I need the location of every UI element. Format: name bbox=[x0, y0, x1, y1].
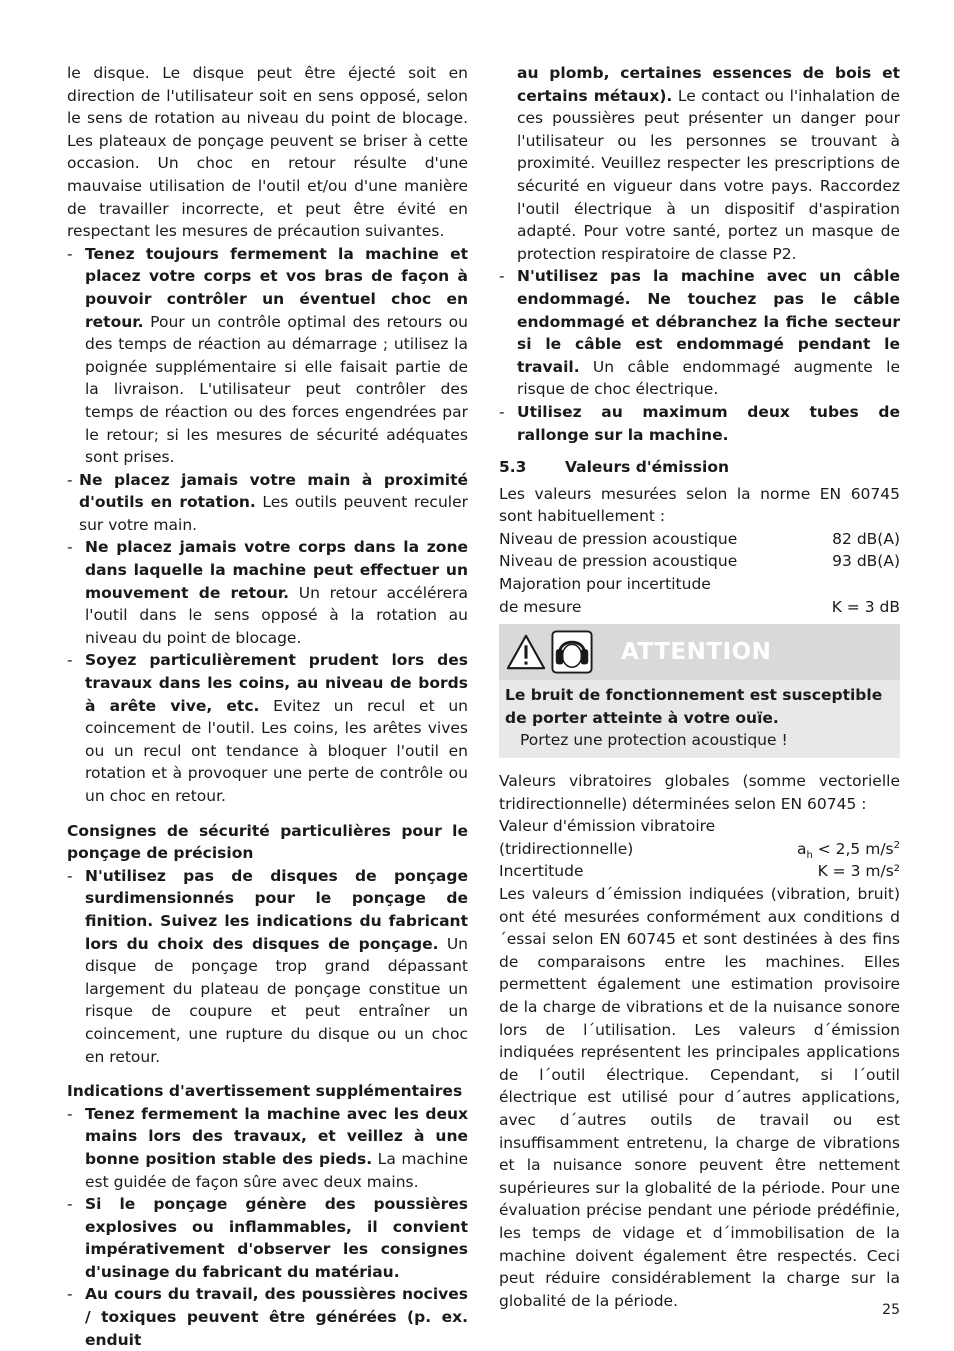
list-item: - Tenez fermement la machine avec les deux mains lors des travaux, et veillez à une bonne position stable des pieds. La machine est guidée de façon sûre avec deux mains. bbox=[67, 1104, 468, 1191]
noise-row: Niveau de pression acoustique 93 dB(A) bbox=[499, 552, 900, 571]
list-item-continuation: au plomb, certaines essences de bois et certains métaux). Le contact ou l'inhalation de ces poussières peut présenter un danger pour l'utilisateur ou les personnes se trouvant à proximité. Veuillez respecter les prescriptions de sécurité en vigueur dans votre pays. Raccordez l'outil électrique à un dispositif d'aspiration adapté. Pour votre santé, portez un masque de protection respiratoire de classe P2. bbox=[517, 64, 900, 263]
warning-instruction: Portez une protection acoustique ! bbox=[520, 731, 788, 750]
list-item: - Ne placez jamais votre corps dans la zone dans laquelle la machine peut effectuer un mouvement de retour. Un retour accélérera l'outil dans le sens opposé à la rotation au niveau du point de blocage. bbox=[67, 538, 468, 647]
vibration-value: $a_h < 2,5$ $m/s^2$ bbox=[796, 839, 900, 861]
section-title: Valeurs d'émission bbox=[565, 458, 729, 477]
uncertainty-label: Majoration pour incertitude bbox=[499, 575, 711, 594]
section-heading bbox=[499, 456, 900, 479]
vibration-intro: Valeurs vibratoires globales (somme vectorielle tridirectionnelle) déterminées selon EN 60745 : bbox=[499, 772, 900, 813]
warning-title: ATTENTION bbox=[621, 638, 772, 665]
right-column bbox=[499, 62, 900, 1312]
noise-row: Niveau de pression acoustique 82 dB(A) bbox=[499, 529, 900, 548]
list-item: - N'utilisez pas la machine avec un câble endommagé. Ne touchez pas le câble endommagé et débranchez la fiche secteur si le câble est endommagé pendant le travail. Un câble endommagé augmente le risque de choc électrique. bbox=[499, 267, 900, 399]
uncertainty-row: de mesure K = 3 dB bbox=[499, 597, 900, 616]
warning-box bbox=[499, 624, 900, 758]
subheading-additional-warnings: Indications d'avertissement supplémentaires bbox=[67, 1082, 463, 1101]
warning-header bbox=[499, 624, 900, 680]
list-item: - Au cours du travail, des poussières nocives / toxiques peuvent être générées (p. ex. enduit bbox=[67, 1285, 468, 1349]
list-item: - Ne placez jamais votre main à proximité d'outils en rotation. Les outils peuvent reculer sur votre main. bbox=[67, 470, 468, 534]
closing-paragraph: Les valeurs d´émission indiquées (vibration, bruit) ont été mesurées conformément aux conditions d´essai selon EN 60745 et sont destinées à des fins de comparaisons entre les machines. Elles permettent également une estimation provisoire de la charge de vibrations et de la nuisance sonore lors de l´utilisation. Les valeurs d´émission indiquées représentent les principales applications de l´outil électrique. Cependant, si l´outil électrique est utilisé pour d´autres applications, avec d´autres outils de travail ou est insuffisamment entretenu, la charge de vibrations et la nuisance sonore peuvent être nettement supérieures sur la globalité de la période. Pour une évaluation précise pendant une période prédéfinie, les temps de vidage et d´immobilisation de la machine doivent également être respectés. Ceci peut réduire considérablement la charge sur la globalité de la période. bbox=[499, 885, 900, 1310]
subheading-precision-sanding: Consignes de sécurité particulières pour le ponçage de précision bbox=[67, 821, 468, 863]
list-item: - Utilisez au maximum deux tubes de rallonge sur la machine. bbox=[499, 402, 900, 444]
list-item: - Si le ponçage génère des poussières explosives ou inflammables, il convient impérativement d'observer les consignes d'usinage du fabricant du matériau. bbox=[67, 1195, 468, 1281]
vibration-row: (tridirectionnelle) $a_h < 2,5$ $m/s^2$ bbox=[499, 839, 900, 861]
page-number: 25 bbox=[882, 1302, 900, 1318]
section-number: 5.3 bbox=[499, 458, 527, 477]
warning-triangle-icon bbox=[505, 630, 547, 674]
intro-paragraph: le disque. Le disque peut être éjecté soit en direction de l'utilisateur soit en sens opposé, selon le sens de rotation au niveau du point de blocage. Les plateaux de ponçage peuvent se briser à cette occasion. Un choc en retour résulte d'une mauvaise utilisation de l'outil et/ou d'une manière de travailler incorrecte, et peut être évité en respectant les mesures de précaution suivantes. bbox=[67, 64, 468, 241]
vibration-label: Valeur d'émission vibratoire bbox=[499, 817, 716, 836]
ear-protection-icon bbox=[551, 630, 593, 674]
incertitude-row: Incertitude K = 3 m/s² bbox=[499, 862, 900, 881]
list-item: - N'utilisez pas de disques de ponçage surdimensionnés pour le ponçage de finition. Suivez les indications du fabricant lors du choix des disques de ponçage. Un disque de ponçage trop grand dépassant largement du plateau de ponçage constitue un risque de coupure et peut entraîner un coincement, une rupture du disque ou un choc en retour. bbox=[67, 866, 468, 1066]
warning-bold-text: Le bruit de fonctionnement est susceptible de porter atteinte à votre ouïe. bbox=[505, 686, 883, 727]
left-column bbox=[67, 62, 468, 1351]
measured-intro: Les valeurs mesurées selon la norme EN 60745 sont habituellement : bbox=[499, 484, 900, 526]
list-item: - Soyez particulièrement prudent lors des travaux dans les coins, au niveau de bords à arête vive, etc. Evitez un recul et un coincement de l'outil. Les coins, les arêtes vives ou un recul ont tendance à bloquer l'outil en rotation et à provoquer une perte de contrôle ou un choc en retour. bbox=[67, 651, 468, 805]
list-item: - Tenez toujours fermement la machine et placez votre corps et vos bras de façon à pouvoir contrôler un éventuel choc en retour. Pour un contrôle optimal des retours ou des temps de réaction au démarrage ; utilisez la poignée supplémentaire si elle faisait partie de la livraison. L'utilisateur peut contrôler des temps de réaction ou des forces engendrées par le retour; si les mesures de sécurité adéquates sont prises. bbox=[67, 244, 468, 467]
